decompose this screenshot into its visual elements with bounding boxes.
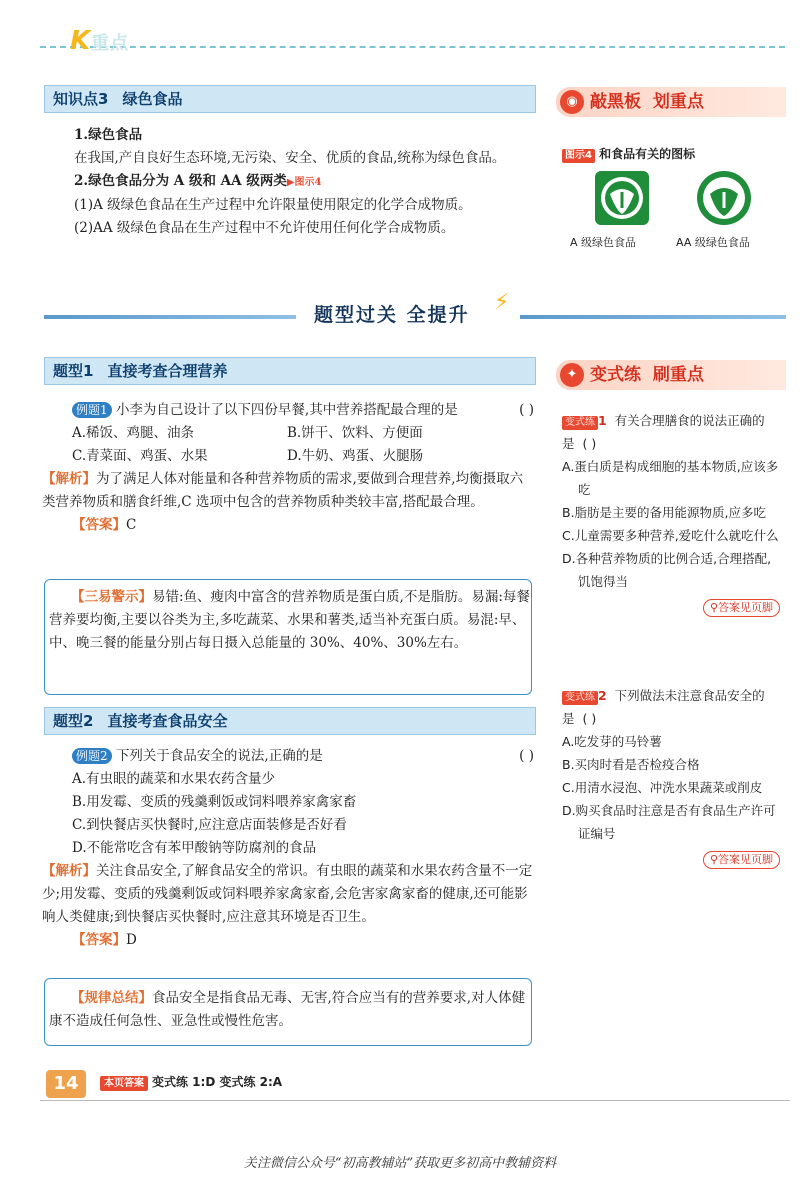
side-title-b: 划重点 <box>652 92 704 112</box>
brand-logo <box>70 26 129 56</box>
banner-line-left <box>44 315 296 319</box>
page-number: 14 <box>46 1070 86 1098</box>
practice-question: 有关合理膳食的说法正确的是 <box>562 413 765 451</box>
foot-tag-text: 答案见页脚 <box>718 601 773 614</box>
rule-summary-box <box>44 978 532 1046</box>
figure-caption <box>562 145 782 163</box>
page-answers-tag: 本页答案 <box>100 1076 148 1091</box>
banner-line-right <box>520 315 786 319</box>
side-title-a: 敲黑板 <box>590 92 641 112</box>
analysis-tag: 【解析】 <box>42 471 96 487</box>
warning-text: 易错:鱼、瘦肉中富含的营养物质是蛋白质,不是脂肪。易漏:每餐营养要均衡,主要以谷类为主,多吃蔬菜、水果和薯类,适当补充蛋白质。易混:早、中、晚三餐的能量分别占每日摄入总能量的 30%、40%、30%左右。 <box>49 589 530 651</box>
answer-blank: ( ) <box>519 748 534 764</box>
option-c: C.用清水浸泡、冲洗水果蔬菜或削皮 <box>562 780 763 795</box>
example-2 <box>42 745 534 952</box>
label-aa-grade: AA 级绿色食品 <box>676 236 750 249</box>
sub-heading-grades: 2.绿色食品分为 A 级和 AA 级两类 <box>74 173 287 189</box>
wings-icon: ✦ <box>560 363 584 387</box>
heading-title: 直接考查合理营养 <box>107 362 228 380</box>
option-d: D.牛奶、鸡蛋、火腿肠 <box>287 448 424 464</box>
grade-a-description: (1)A 级绿色食品在生产过程中允许限量使用限定的化学合成物质。 <box>74 197 472 213</box>
warning-tag: 【三易警示】 <box>71 589 152 605</box>
section3-body <box>52 124 532 240</box>
practice-number: 2 <box>598 688 607 703</box>
page-answers-text: 变式练 1:D 变式练 2:A <box>152 1075 283 1089</box>
option-a: A.稀饭、鸡腿、油条 <box>72 425 195 441</box>
option-c: C.儿童需要多种营养,爱吃什么就吃什么 <box>562 528 779 543</box>
answer-blank: ( ) <box>519 402 534 418</box>
lightning-icon: ⚡ <box>494 290 510 315</box>
rule-tag: 【规律总结】 <box>71 990 152 1006</box>
option-a: A.吃发芽的马铃薯 <box>562 734 662 749</box>
answer-tag: 【答案】 <box>72 932 126 948</box>
foot-tag-text: 答案见页脚 <box>718 853 773 866</box>
analysis-text: 为了满足人体对能量和各种营养物质的需求,要做到合理营养,均衡摄取六类营养物质和膳食纤维,C 选项中包含的营养物质种类较丰富,搭配最合理。 <box>42 471 524 510</box>
side-panel-header <box>556 87 786 117</box>
practice-tag: 变式练 <box>562 691 598 705</box>
practice-question: 下列做法未注意食品安全的是 <box>562 688 765 726</box>
practice-1 <box>562 409 780 618</box>
figure-tag: 图示4 <box>562 149 595 163</box>
label-a-grade: A 级绿色食品 <box>570 236 637 249</box>
option-d: D.不能常吃含有苯甲酸钠等防腐剂的食品 <box>72 840 317 856</box>
option-b: B.脂肪是主要的备用能源物质,应多吃 <box>562 505 767 520</box>
grade-aa-description: (2)AA 级绿色食品在生产过程中不允许使用任何化学合成物质。 <box>74 220 455 236</box>
type-2-heading <box>44 707 536 735</box>
page-answers <box>100 1073 282 1091</box>
option-a: A.蛋白质是构成细胞的基本物质,应该多吃 <box>562 459 779 497</box>
brand-suffix: 重点 <box>91 33 130 54</box>
answer-value: C <box>126 517 137 533</box>
type-1-heading <box>44 357 536 385</box>
example-question: 下列关于食品安全的说法,正确的是 <box>115 748 323 764</box>
footer-note: 关注微信公众号“初高教辅站”获取更多初高中教辅资料 <box>243 1156 557 1171</box>
a-grade-green-food-icon <box>594 170 650 230</box>
side-title-a: 变式练 <box>590 365 641 385</box>
option-b: B.买肉时看是否检疫合格 <box>562 757 700 772</box>
option-b: B.用发霉、变质的残羹剩饭或饲料喂养家禽家畜 <box>72 794 357 810</box>
knowledge-point-3-heading <box>44 85 536 113</box>
side-title-b: 刷重点 <box>652 365 704 385</box>
option-b: B.饼干、饮料、方便面 <box>287 425 423 441</box>
figure-reference: ▶图示4 <box>286 177 322 188</box>
speaker-icon: ◉ <box>560 90 584 114</box>
practice-panel-header <box>556 360 786 390</box>
example-tag: 例题1 <box>72 402 112 418</box>
footer-divider <box>40 1100 790 1101</box>
example-tag: 例题2 <box>72 748 112 764</box>
example-1 <box>42 399 534 537</box>
sub-heading-green-food: 1.绿色食品 <box>74 127 143 143</box>
option-d: D.各种营养物质的比例合适,合理搭配,饥饱得当 <box>562 551 772 589</box>
green-food-definition: 在我国,产自良好生态环境,无污染、安全、优质的食品,统称为绿色食品。 <box>74 150 506 166</box>
heading-number: 题型2 <box>53 712 94 730</box>
answer-blank: ( ) <box>582 436 597 451</box>
page-header-bar <box>40 0 785 48</box>
option-d: D.购买食品时注意是否有食品生产许可证编号 <box>562 803 776 841</box>
rule-text: 食品安全是指食品无毒、无害,符合应当有的营养要求,对人体健康不造成任何急性、亚急性或慢性危害。 <box>49 990 526 1029</box>
analysis-text: 关注食品安全,了解食品安全的常识。有虫眼的蔬菜和水果农药含量不一定少;用发霉、变质的残羹剩饭或饲料喂养家禽家畜,会危害家禽家畜的健康,还可能影响人类健康;到快餐店买快餐时,应注意其环境是否卫生。 <box>42 863 533 925</box>
heading-number: 知识点3 <box>53 90 109 108</box>
banner-title: 题型过关 全提升 <box>314 304 470 326</box>
answer-in-footer-tag: ⚲答案见页脚 <box>703 851 780 869</box>
heading-title: 绿色食品 <box>122 90 183 108</box>
practice-tag: 变式练 <box>562 416 598 430</box>
analysis-tag: 【解析】 <box>42 863 96 879</box>
option-c: C.青菜面、鸡蛋、水果 <box>72 448 208 464</box>
practice-number: 1 <box>598 413 607 428</box>
answer-blank: ( ) <box>582 711 597 726</box>
answer-value: D <box>126 932 137 948</box>
practice-2 <box>562 684 780 870</box>
warning-box <box>44 579 532 695</box>
answer-tag: 【答案】 <box>72 517 126 533</box>
figure-title: 和食品有关的图标 <box>599 147 696 161</box>
aa-grade-green-food-icon <box>696 170 752 230</box>
answer-in-footer-tag: ⚲答案见页脚 <box>703 599 780 617</box>
heading-title: 直接考查食品安全 <box>107 712 228 730</box>
example-question: 小李为自己设计了以下四份早餐,其中营养搭配最合理的是 <box>115 402 458 418</box>
brand-k: K <box>70 26 92 56</box>
option-a: A.有虫眼的蔬菜和水果农药含量少 <box>72 771 276 787</box>
option-c: C.到快餐店买快餐时,应注意店面装修是否好看 <box>72 817 347 833</box>
heading-number: 题型1 <box>53 362 94 380</box>
